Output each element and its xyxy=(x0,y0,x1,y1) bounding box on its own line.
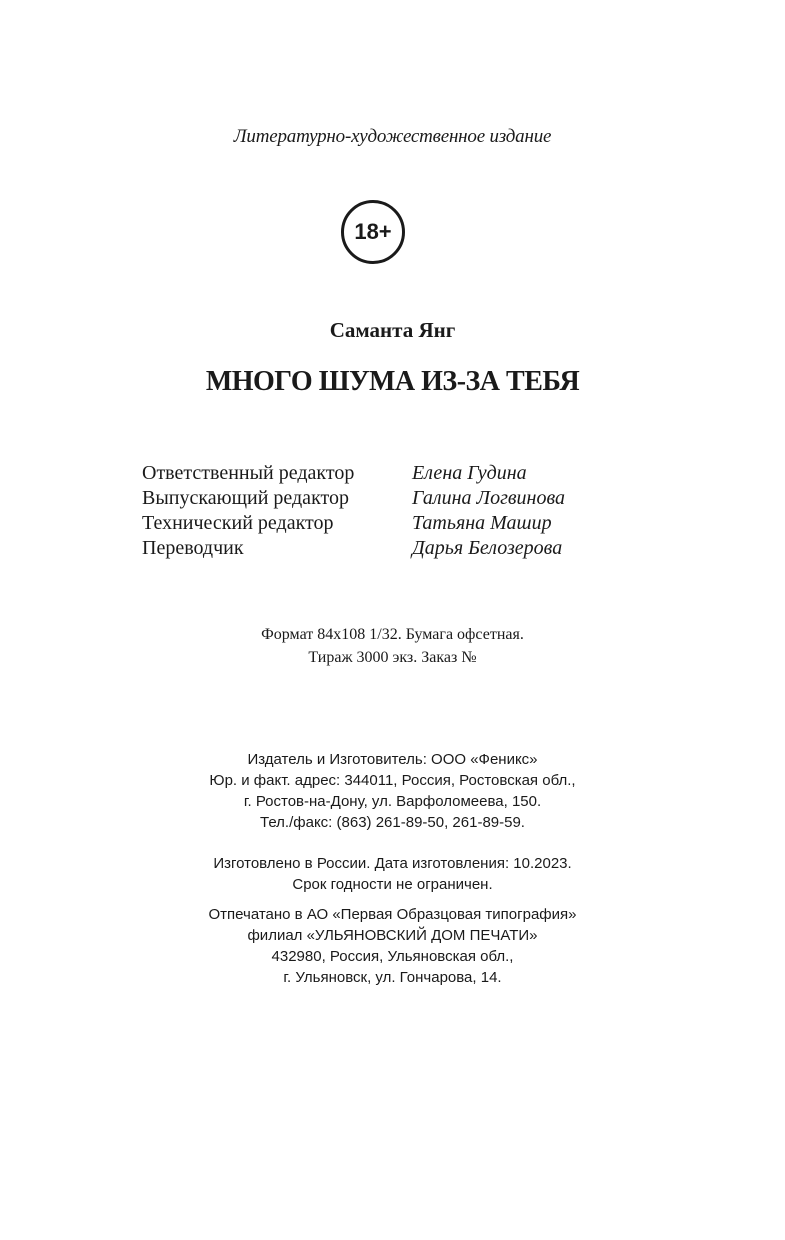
age-rating-text: 18+ xyxy=(354,219,392,244)
credit-row xyxy=(142,461,662,486)
printing-line: 432980, Россия, Ульяновская обл., xyxy=(271,948,514,965)
circulation-line: Тираж 3000 экз. Заказ № xyxy=(308,649,477,666)
printing-block xyxy=(0,904,785,988)
manufacture-line: Срок годности не ограничен. xyxy=(292,876,493,893)
credit-name: Татьяна Машир xyxy=(412,512,552,534)
manufacture-line: Изготовлено в России. Дата изготовления: 10.2023. xyxy=(213,855,572,872)
credit-role: Переводчик xyxy=(142,537,244,559)
format-block xyxy=(0,623,785,669)
credit-role: Выпускающий редактор xyxy=(142,487,349,509)
credit-name: Дарья Белозерова xyxy=(412,537,563,559)
credit-row xyxy=(142,511,662,536)
credit-role: Ответственный редактор xyxy=(142,462,355,484)
publisher-line: г. Ростов-на-Дону, ул. Варфоломеева, 150. xyxy=(243,793,542,810)
publisher-block xyxy=(0,749,785,833)
author-name: Саманта Янг xyxy=(329,318,456,342)
credit-role: Технический редактор xyxy=(142,512,334,534)
credit-name: Елена Гудина xyxy=(412,462,527,484)
credit-name: Галина Логвинова xyxy=(412,487,566,509)
publisher-line: Юр. и факт. адрес: 344011, Россия, Ростовская обл., xyxy=(209,772,576,789)
book-title: МНОГО ШУМА ИЗ-ЗА ТЕБЯ xyxy=(205,366,580,397)
age-rating-badge xyxy=(341,200,405,264)
printing-line: Отпечатано в АО «Первая Образцовая типография» xyxy=(208,906,577,923)
credit-row xyxy=(142,486,662,511)
credit-row xyxy=(142,536,662,561)
manufacture-block xyxy=(0,853,785,895)
format-line: Формат 84x108 1/32. Бумага офсетная. xyxy=(261,626,524,643)
publisher-line: Издатель и Изготовитель: ООО «Феникс» xyxy=(247,751,538,768)
publisher-line: Тел./факс: (863) 261-89-50, 261-89-59. xyxy=(260,814,525,831)
genre-line: Литературно-художественное издание xyxy=(233,126,552,147)
credits-list xyxy=(142,461,662,561)
printing-line: г. Ульяновск, ул. Гончарова, 14. xyxy=(283,969,502,986)
printing-line: филиал «УЛЬЯНОВСКИЙ ДОМ ПЕЧАТИ» xyxy=(247,927,538,944)
